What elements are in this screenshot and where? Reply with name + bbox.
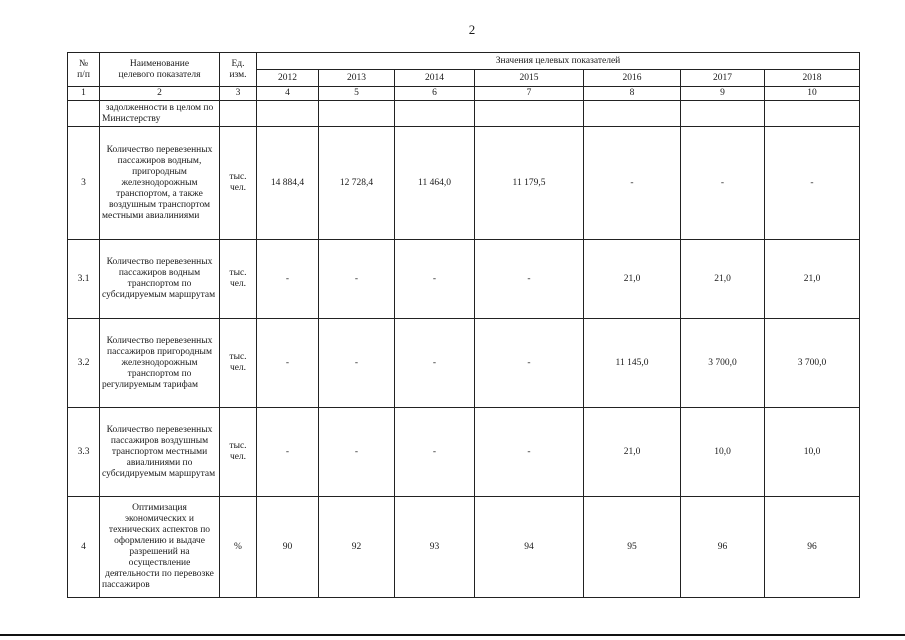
row-value: -: [319, 240, 395, 319]
header-unit: Ед. изм.: [220, 53, 257, 87]
row-value: [319, 101, 395, 127]
column-number: 6: [395, 87, 475, 101]
table-row: [68, 497, 860, 598]
row-indicator-name: Оптимизация экономических и технических аспектов по оформлению и выдаче разрешений на осуществление деятельности по перевозке пассажиров: [100, 497, 220, 598]
year-header: 2012: [257, 70, 319, 87]
row-value: -: [475, 319, 584, 408]
row-value: 93: [395, 497, 475, 598]
row-value: 11 179,5: [475, 127, 584, 240]
year-header: 2017: [681, 70, 765, 87]
row-value: 3 700,0: [681, 319, 765, 408]
row-value: 21,0: [681, 240, 765, 319]
row-num: [68, 101, 100, 127]
row-value: 10,0: [765, 408, 860, 497]
row-value: [475, 101, 584, 127]
row-value: 90: [257, 497, 319, 598]
table-row: [68, 240, 860, 319]
year-header: 2014: [395, 70, 475, 87]
row-value: -: [765, 127, 860, 240]
row-value: -: [257, 240, 319, 319]
row-num: 4: [68, 497, 100, 598]
targets-table: [67, 52, 860, 598]
table-row: [68, 127, 860, 240]
year-header: 2018: [765, 70, 860, 87]
row-value: -: [319, 319, 395, 408]
row-value: -: [475, 240, 584, 319]
year-header: 2013: [319, 70, 395, 87]
table-row: [68, 319, 860, 408]
column-number: 4: [257, 87, 319, 101]
column-number-row: [68, 87, 860, 101]
row-value: -: [257, 319, 319, 408]
row-value: [395, 101, 475, 127]
column-number: 2: [100, 87, 220, 101]
column-number: 5: [319, 87, 395, 101]
row-indicator-name: задолженности в целом по Министерству: [100, 101, 220, 127]
row-value: 92: [319, 497, 395, 598]
row-value: 96: [765, 497, 860, 598]
page-number: 2: [468, 22, 476, 37]
year-header: 2015: [475, 70, 584, 87]
row-num: 3: [68, 127, 100, 240]
row-value: -: [584, 127, 681, 240]
column-number: 10: [765, 87, 860, 101]
row-value: -: [395, 240, 475, 319]
page-bottom-edge: [0, 634, 905, 636]
row-value: 21,0: [584, 408, 681, 497]
row-value: 21,0: [765, 240, 860, 319]
row-unit: [220, 101, 257, 127]
table-row: [68, 408, 860, 497]
row-indicator-name: Количество перевезенных пассажиров водным транспортом по субсидируемым маршрутам: [100, 240, 220, 319]
row-value: 3 700,0: [765, 319, 860, 408]
row-value: 12 728,4: [319, 127, 395, 240]
row-value: -: [475, 408, 584, 497]
table-row: [68, 101, 860, 127]
row-unit: %: [220, 497, 257, 598]
row-unit: тыс. чел.: [220, 127, 257, 240]
row-value: [681, 101, 765, 127]
row-value: -: [395, 319, 475, 408]
row-value: 21,0: [584, 240, 681, 319]
row-indicator-name: Количество перевезенных пассажиров пригородным железнодорожным транспортом по регулируемым тарифам: [100, 319, 220, 408]
header-values-group: Значения целевых показателей: [257, 53, 860, 70]
row-value: -: [319, 408, 395, 497]
row-unit: тыс. чел.: [220, 240, 257, 319]
row-value: [765, 101, 860, 127]
row-num: 3.1: [68, 240, 100, 319]
row-value: -: [257, 408, 319, 497]
row-value: [584, 101, 681, 127]
row-unit: тыс. чел.: [220, 408, 257, 497]
header-name: Наименование целевого показателя: [100, 53, 220, 87]
column-number: 3: [220, 87, 257, 101]
row-value: [257, 101, 319, 127]
column-number: 9: [681, 87, 765, 101]
header-num: № п/п: [68, 53, 100, 87]
column-number: 8: [584, 87, 681, 101]
row-num: 3.2: [68, 319, 100, 408]
row-value: -: [395, 408, 475, 497]
row-unit: тыс. чел.: [220, 319, 257, 408]
row-value: 10,0: [681, 408, 765, 497]
row-value: 11 145,0: [584, 319, 681, 408]
year-header: 2016: [584, 70, 681, 87]
column-number: 1: [68, 87, 100, 101]
column-number: 7: [475, 87, 584, 101]
row-value: 96: [681, 497, 765, 598]
row-indicator-name: Количество перевезенных пассажиров воздушным транспортом местными авиалиниями по субсидируемым маршрутам: [100, 408, 220, 497]
row-value: 14 884,4: [257, 127, 319, 240]
header-row-top: [68, 53, 860, 70]
row-value: 11 464,0: [395, 127, 475, 240]
row-value: -: [681, 127, 765, 240]
row-indicator-name: Количество перевезенных пассажиров водным, пригородным железнодорожным транспортом, а также воздушным транспортом местными авиалиниями: [100, 127, 220, 240]
row-value: 94: [475, 497, 584, 598]
row-num: 3.3: [68, 408, 100, 497]
row-value: 95: [584, 497, 681, 598]
